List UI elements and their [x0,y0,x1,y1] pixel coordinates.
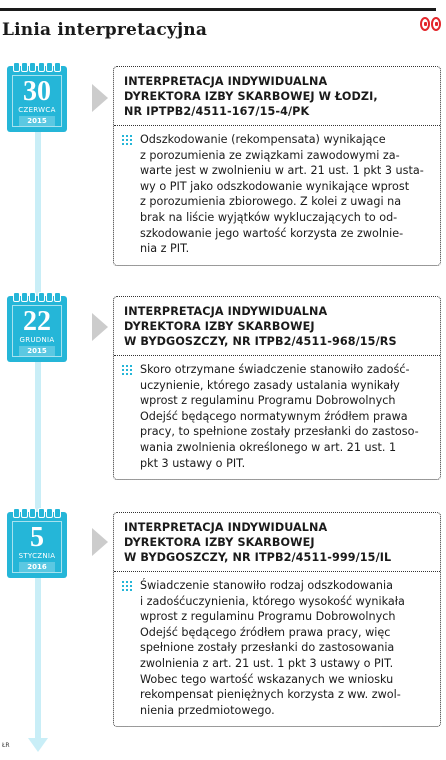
heading-line: DYREKTORA IZBY SKARBOWEJ [124,536,315,549]
calendar-icon [7,66,67,132]
interpretation-card [113,512,441,727]
grid-bullet-icon [122,135,132,145]
timeline-arrow-icon [28,738,48,752]
date-month: CZERWCA [18,106,56,114]
heading-line: INTERPRETACJA INDYWIDUALNA [124,305,328,318]
body-line: rekompensat pieniężnych korzysta z ww. zwol- [140,688,401,702]
timeline-line [35,70,41,740]
date-day: 30 [23,76,51,107]
interpretation-card [113,66,441,266]
body-line: zwolnienia z art. 21 ust. 1 pkt 3 ustawy o PIT. [140,656,394,670]
body-line: Odejść będącego normatywnym źródłem prawa [140,409,408,423]
date-year: 2015 [19,116,55,126]
body-line: Skoro otrzymane świadczenie stanowiło zadość- [140,363,410,376]
body-line: i zadośćuczynienia, którego wysokość wynikała [140,594,405,608]
heading-line: W BYDGOSZCZY, NR ITPB2/4511-968/15/RS [124,335,397,348]
grid-bullet-icon [122,365,132,375]
body-line: Odejść będącego źródłem prawa pracy, więc [140,625,391,639]
heading-line: W BYDGOSZCZY, NR ITPB2/4511-999/15/IL [124,551,392,564]
body-line: pkt 3 ustawy o PIT. [140,456,246,470]
body-line: Wobec tego wartość wskazanych we wniosku [140,672,394,686]
card-heading [114,297,440,355]
grid-bullet-icon [122,581,132,591]
interpretation-card [113,296,441,480]
heading-line: INTERPRETACJA INDYWIDUALNA [124,521,328,534]
date-year: 2016 [19,562,55,572]
body-line: wprost z regulaminu Programu Dobrowolnych [140,394,396,408]
date-month: STYCZNIA [18,552,56,560]
body-line: z porozumienia zbiorowego. Z kolei z uwagi na [140,195,402,209]
body-line: Świadczenie stanowiło rodzaj odszkodowania [140,579,393,592]
date-day: 5 [30,522,44,553]
pointer-arrow-icon [92,528,108,556]
calendar-icon [7,512,67,578]
heading-line: DYREKTORA IZBY SKARBOWEJ W ŁODZI, [124,90,378,103]
page-title: Linia interpretacyjna [2,20,208,40]
card-body [114,356,440,479]
card-heading [114,67,440,125]
body-line: szkodowanie jego wartość korzysta ze zwolnie- [140,226,404,240]
body-line: wy o PIT jako odszkodowanie wynikające wprost [140,179,410,193]
heading-line: INTERPRETACJA INDYWIDUALNA [124,75,328,88]
heading-line: NR IPTPB2/4511-167/15-4/PK [124,105,310,118]
date-day: 22 [23,306,51,337]
body-line: nia z PIT. [140,242,190,256]
body-line: pracy, to spełnione zostały przesłanki do zastoso- [140,425,419,439]
card-heading [114,513,440,571]
card-body [114,572,440,726]
body-line: uczynienie, którego zasady ustalania wynikały [140,378,400,392]
gp-logo-icon [420,17,441,33]
body-line: wprost z regulaminu Programu Dobrowolnych [140,610,396,624]
body-line: z porozumienia ze związkami zawodowymi za- [140,148,400,162]
author-credit: ŁR [2,742,10,749]
heading-line: DYREKTORA IZBY SKARBOWEJ [124,320,315,333]
body-line: brak na liście wyjątków wykluczających to od- [140,210,398,224]
body-line: Odszkodowanie (rekompensata) wynikające [140,133,386,146]
card-body [114,126,440,265]
date-year: 2015 [19,346,55,356]
body-line: nienia przedmiotowego. [140,703,275,717]
body-line: wania zwolnienia określonego w art. 21 ust. 1 [140,440,397,454]
body-line: spełnione zostały przesłanki do zastosowania [140,641,395,655]
date-month: GRUDNIA [19,336,55,344]
pointer-arrow-icon [92,84,108,112]
top-rule [0,8,436,11]
calendar-icon [7,296,67,362]
body-line: warte jest w zwolnieniu w art. 21 ust. 1 pkt 3 usta- [140,164,424,178]
pointer-arrow-icon [92,313,108,341]
